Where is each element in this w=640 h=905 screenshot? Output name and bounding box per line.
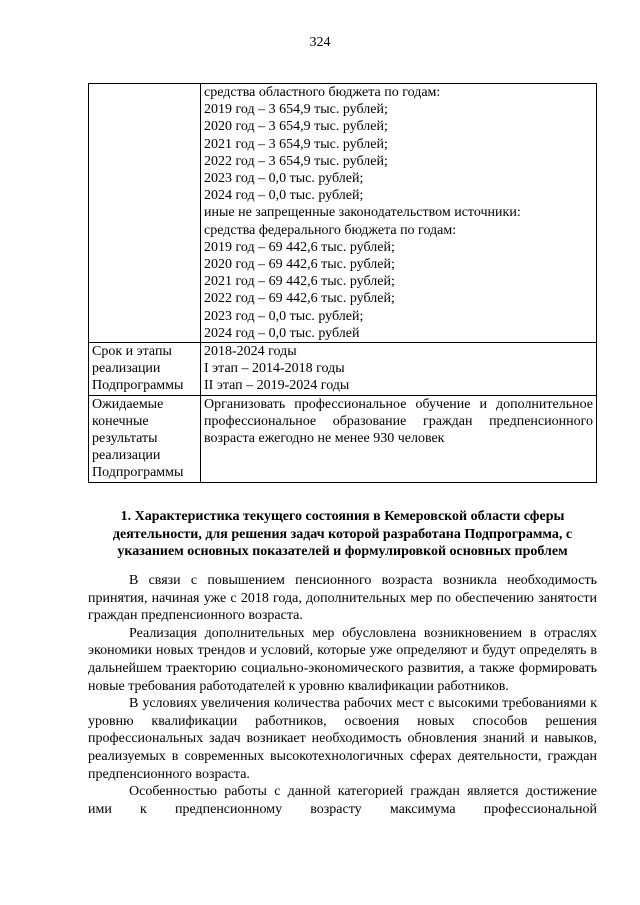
- section-title: 1. Характеристика текущего состояния в Кемеровской области сферы деятельности, для решения задач которой разработана Подпрограмма, с указанием основных показателей и формулировкой основных проблем: [112, 509, 573, 559]
- page-number: 324: [309, 35, 331, 50]
- funding-line: 2021 год – 3 654,9 тыс. рублей;: [204, 136, 388, 152]
- table-row-terms: [89, 343, 597, 396]
- terms-label-cell: [89, 343, 201, 396]
- paragraph: Реализация дополнительных мер обусловлена возникновением в отраслях экономики новых трендов и условий, которые уже определяют и будут определять в дальнейшем траекторию социально-экономического развития, а также формировать новые требования работодателей к уровню квалификации работников.: [88, 625, 597, 694]
- table-row-results: [89, 395, 597, 482]
- terms-line: 2018-2024 годы: [204, 344, 297, 360]
- section-body: [88, 572, 597, 818]
- funding-line: 2022 год – 3 654,9 тыс. рублей;: [204, 153, 388, 169]
- terms-line: II этап – 2019-2024 годы: [204, 378, 350, 394]
- terms-line: I этап – 2014-2018 годы: [204, 361, 345, 377]
- paragraph: В связи с повышением пенсионного возраста возникла необходимость принятия, начиная уже с 2018 года, дополнительных мер по обеспечению занятости граждан предпенсионного возраста.: [88, 573, 597, 624]
- results-label-line: реализации: [92, 448, 161, 464]
- paragraph: Особенностью работы с данной категорией граждан является достижение ими к предпенсионному возрасту максимума профессиональной: [88, 784, 597, 817]
- funding-line: 2023 год – 0,0 тыс. рублей;: [204, 308, 364, 324]
- funding-line: 2020 год – 3 654,9 тыс. рублей;: [204, 119, 388, 135]
- funding-line: иные не запрещенные законодательством источники:: [204, 205, 521, 221]
- results-label-cell: [89, 395, 201, 482]
- funding-line: средства областного бюджета по годам:: [204, 85, 441, 100]
- results-label-line: Ожидаемые: [92, 396, 164, 412]
- passport-table: [88, 83, 597, 483]
- results-label-line: результаты: [92, 431, 158, 447]
- table-row-funding: [89, 84, 597, 343]
- funding-line: 2020 год – 69 442,6 тыс. рублей;: [204, 257, 395, 273]
- funding-line: 2022 год – 69 442,6 тыс. рублей;: [204, 291, 395, 307]
- results-label-line: конечные: [92, 413, 149, 429]
- terms-label-line: реализации: [92, 361, 161, 377]
- terms-label-line: Подпрограммы: [92, 378, 184, 394]
- funding-line: 2023 год – 0,0 тыс. рублей;: [204, 171, 364, 187]
- funding-line: 2019 год – 3 654,9 тыс. рублей;: [204, 102, 388, 118]
- funding-label-cell: [89, 84, 201, 343]
- paragraph: В условиях увеличения количества рабочих мест с высокими требованиями к уровню квалификации работников, освоения новых способов решения профессиональных задач возникает необходимость обновления знаний и навыков, реализуемых в современных высокотехнологичных сферах деятельности, граждан предпенсионного возраста.: [88, 696, 597, 782]
- funding-line: 2024 год – 0,0 тыс. рублей;: [204, 188, 364, 204]
- funding-value-cell: [201, 84, 597, 343]
- results-label-line: Подпрограммы: [92, 465, 184, 481]
- funding-line: 2019 год – 69 442,6 тыс. рублей;: [204, 239, 395, 255]
- terms-label-line: Срок и этапы: [92, 344, 172, 360]
- funding-line: 2024 год – 0,0 тыс. рублей: [204, 325, 360, 341]
- terms-value-cell: [201, 343, 597, 396]
- results-value-cell: [201, 395, 597, 482]
- results-text: Организовать профессиональное обучение и дополнительное профессиональное образование граждан предпенсионного возраста ежегодно не менее 930 человек: [204, 396, 593, 447]
- funding-line: 2021 год – 69 442,6 тыс. рублей;: [204, 274, 395, 290]
- funding-line: средства федерального бюджета по годам:: [204, 222, 457, 238]
